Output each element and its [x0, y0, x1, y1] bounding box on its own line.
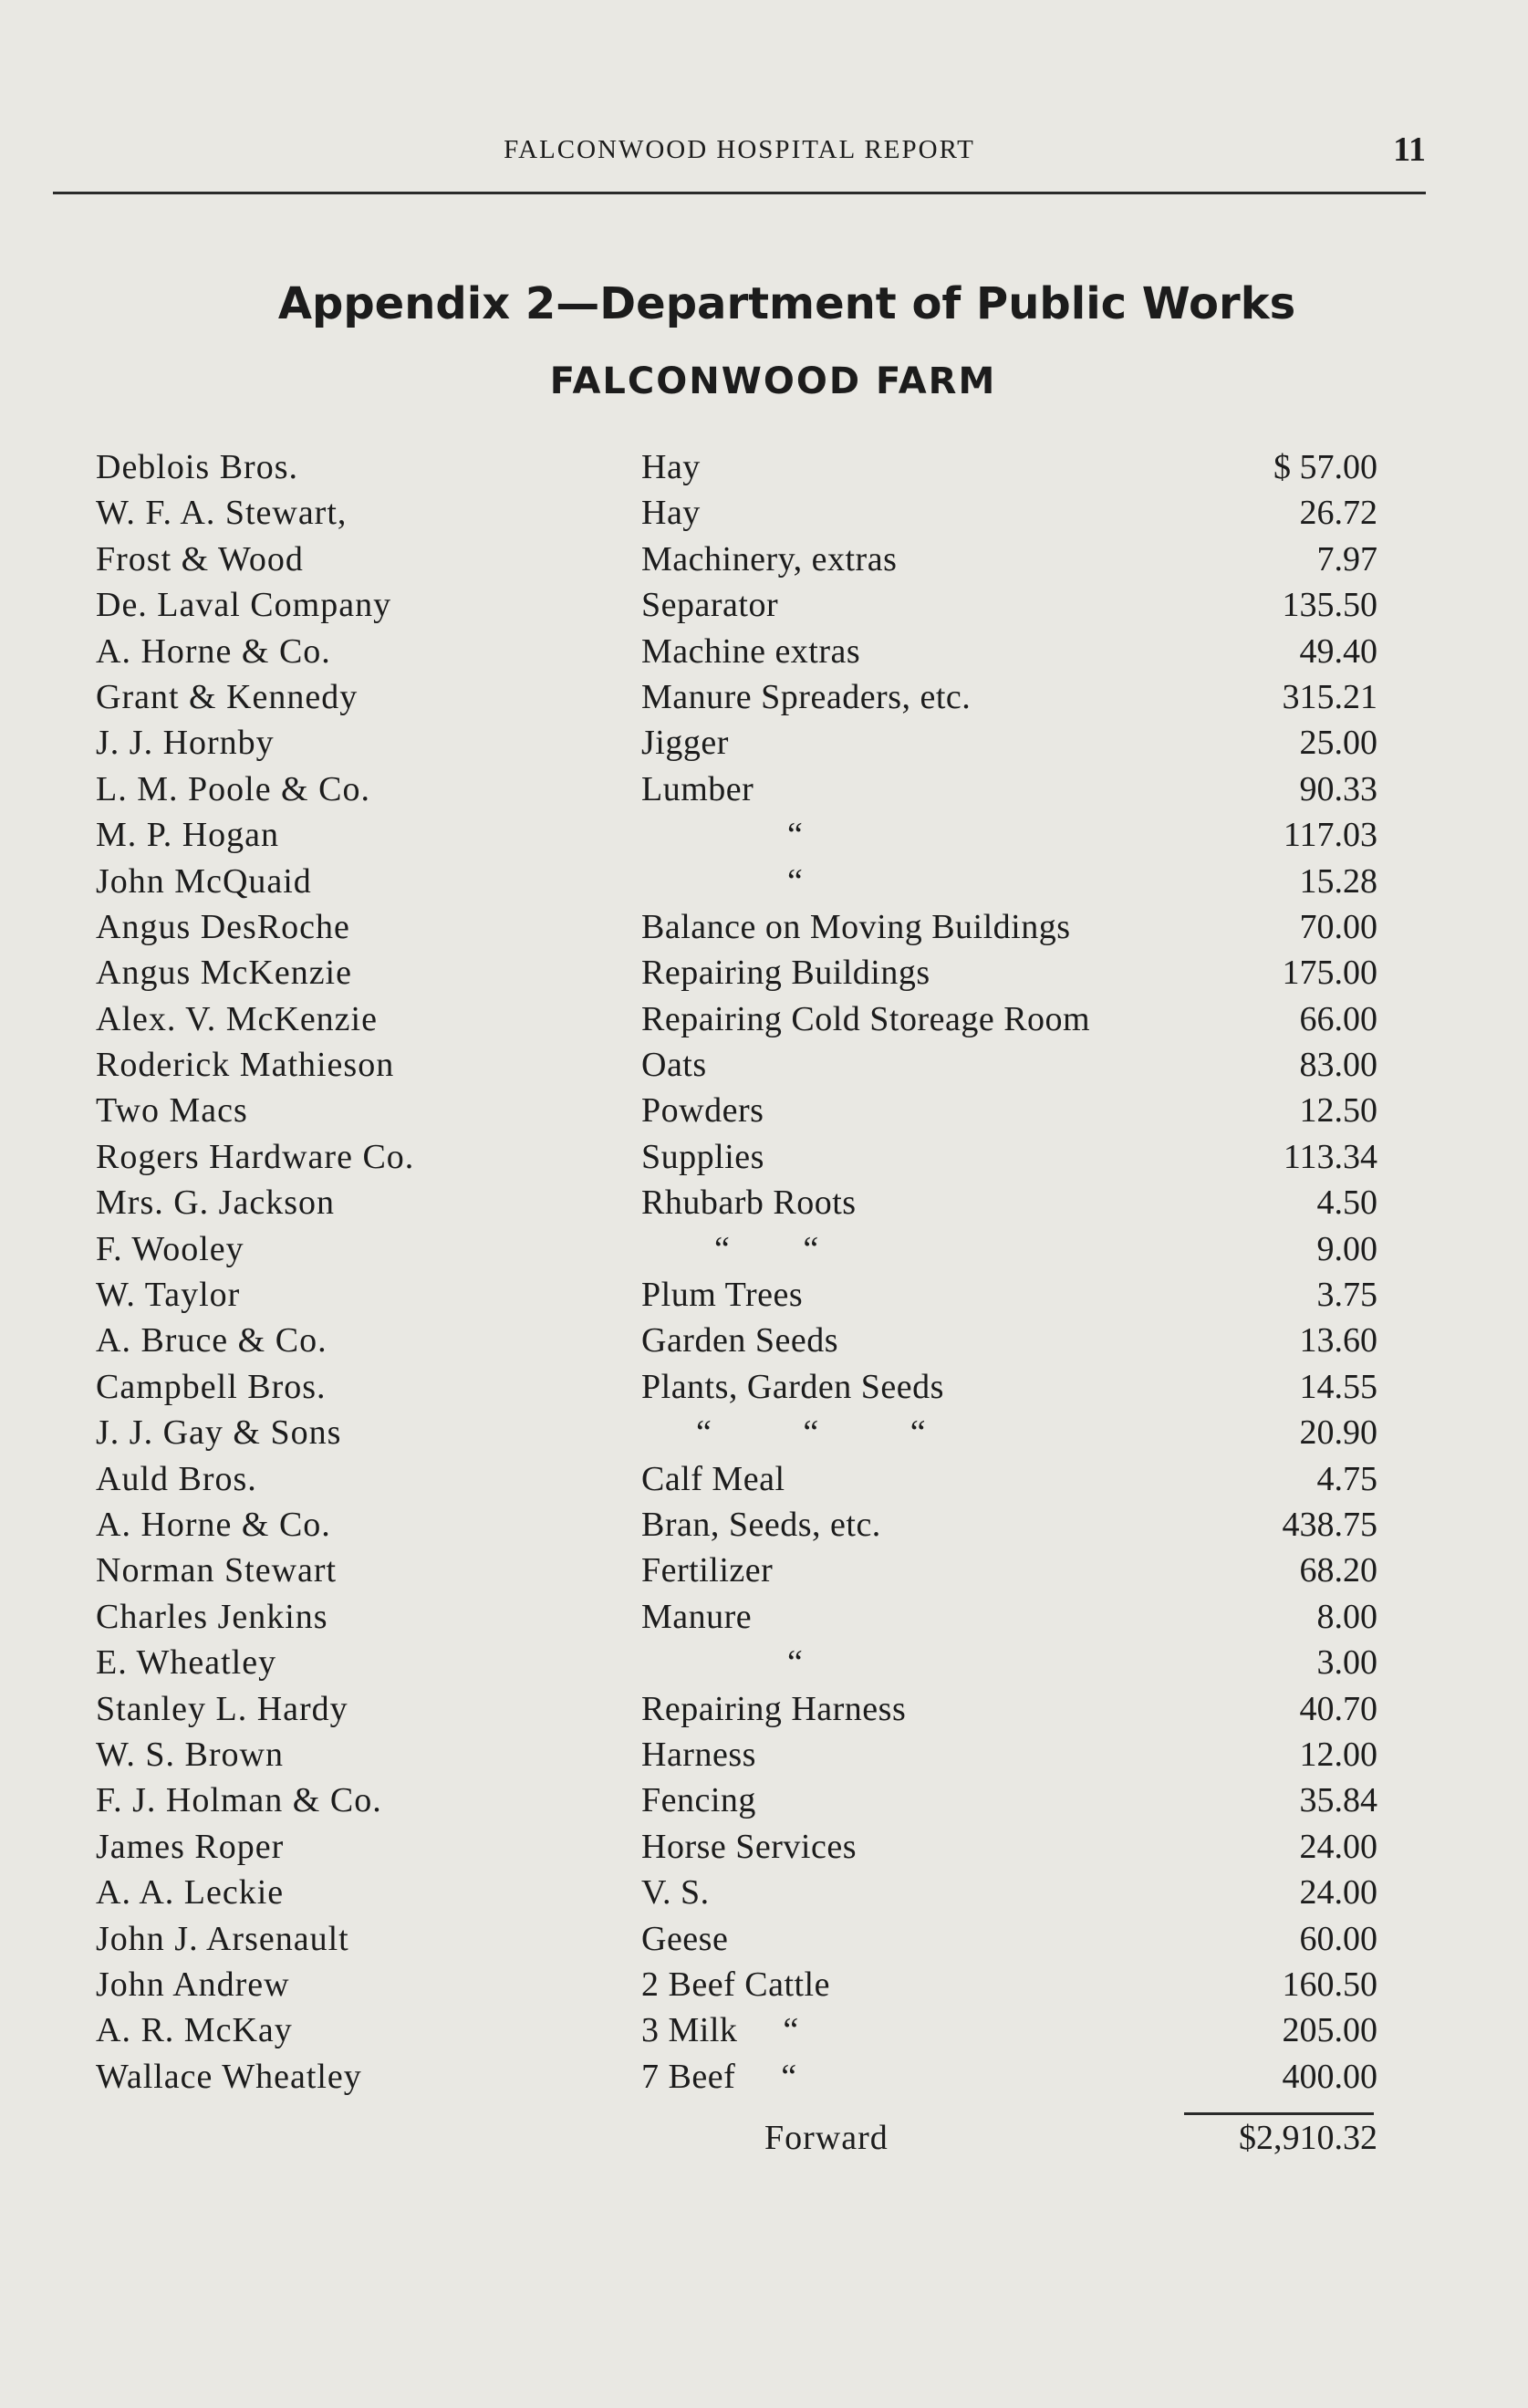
- amount-value: 40.70: [1299, 1689, 1377, 1728]
- amount-value: 12.50: [1299, 1091, 1377, 1131]
- ledger-row: [0, 1272, 1528, 1318]
- amount-value: 66.00: [1299, 999, 1377, 1038]
- amount-value: 49.40: [1299, 631, 1377, 671]
- item-description: Fencing: [641, 1781, 756, 1820]
- item-description: Horse Services: [641, 1827, 857, 1866]
- ledger-row: [0, 950, 1528, 996]
- payee-name: James Roper: [96, 1827, 285, 1866]
- amount-value: 12.00: [1299, 1735, 1377, 1774]
- amount-value: 83.00: [1299, 1046, 1377, 1085]
- amount-value: 15.28: [1299, 861, 1377, 901]
- payee-name: J. J. Hornby: [96, 724, 275, 763]
- item-description: Separator: [641, 586, 779, 625]
- ledger-row: [0, 1088, 1528, 1133]
- section-title: FALCONWOOD FARM: [549, 360, 997, 402]
- payee-name: Deblois Bros.: [96, 448, 298, 486]
- item-description: Supplies: [641, 1137, 764, 1176]
- item-description: Geese: [641, 1919, 729, 1958]
- item-description: Oats: [641, 1046, 707, 1085]
- item-description: V. S.: [641, 1873, 710, 1913]
- payee-name: A. Horne & Co.: [96, 631, 331, 671]
- payee-name: Two Macs: [96, 1091, 248, 1131]
- ledger-row: [0, 1318, 1528, 1363]
- ledger-row: [0, 1134, 1528, 1180]
- forward-total: $2,910.32: [1239, 2119, 1377, 2157]
- item-description: Manure Spreaders, etc.: [641, 677, 972, 716]
- ledger-row: [0, 1042, 1528, 1088]
- page-header: [53, 130, 1426, 181]
- ledger-row: [0, 720, 1528, 766]
- amount-value: 35.84: [1299, 1781, 1377, 1820]
- payee-name: Grant & Kennedy: [96, 677, 359, 716]
- amount-value: 24.00: [1299, 1827, 1377, 1866]
- item-description: 3 Milk “: [641, 2011, 799, 2050]
- payee-name: John Andrew: [96, 1965, 290, 2004]
- amount-value: 117.03: [1283, 816, 1377, 855]
- item-description: Manure: [641, 1597, 753, 1636]
- payee-name: Alex. V. McKenzie: [96, 999, 378, 1038]
- payee-name: Stanley L. Hardy: [96, 1689, 348, 1728]
- amount-value: 25.00: [1299, 724, 1377, 763]
- item-description: Repairing Harness: [641, 1689, 907, 1728]
- item-description: Balance on Moving Buildings: [641, 907, 1071, 946]
- amount-value: 14.55: [1299, 1367, 1377, 1406]
- amount-value: 113.34: [1283, 1137, 1377, 1176]
- ledger-row: [0, 1502, 1528, 1548]
- amount-value: 24.00: [1299, 1873, 1377, 1913]
- item-description: Garden Seeds: [641, 1321, 838, 1360]
- amount-value: 13.60: [1299, 1321, 1377, 1360]
- item-description: Rhubarb Roots: [641, 1183, 857, 1223]
- payee-name: M. P. Hogan: [96, 816, 280, 855]
- payee-name: A. A. Leckie: [96, 1873, 285, 1913]
- item-description: Repairing Buildings: [641, 954, 930, 993]
- ledger-row: [0, 1456, 1528, 1502]
- amount-value: 205.00: [1282, 2011, 1377, 2050]
- ledger-row: [0, 1824, 1528, 1870]
- item-description: Repairing Cold Storeage Room: [641, 999, 1091, 1038]
- payee-name: De. Laval Company: [96, 586, 392, 625]
- ledger-row: [0, 1594, 1528, 1640]
- amount-value: 135.50: [1282, 586, 1377, 625]
- amount-value: 3.00: [1316, 1643, 1377, 1683]
- item-description: 2 Beef Cattle: [641, 1965, 830, 2004]
- item-description: Machine extras: [641, 631, 861, 671]
- amount-value: 9.00: [1316, 1229, 1377, 1268]
- item-description: Hay: [641, 448, 701, 486]
- ledger-row: [0, 1962, 1528, 2007]
- payee-name: W. F. A. Stewart,: [96, 494, 348, 533]
- item-description: “ “ “: [641, 1413, 927, 1453]
- ledger-row: [0, 2054, 1528, 2100]
- payee-name: Auld Bros.: [96, 1459, 257, 1498]
- ledger-row: [0, 812, 1528, 858]
- payee-name: Wallace Wheatley: [96, 2057, 362, 2096]
- amount-value: 315.21: [1282, 677, 1377, 716]
- ledger-row: [0, 1364, 1528, 1410]
- item-description: Hay: [641, 494, 701, 533]
- payee-name: John McQuaid: [96, 861, 312, 901]
- item-description: 7 Beef “: [641, 2057, 797, 2096]
- payee-name: L. M. Poole & Co.: [96, 769, 370, 808]
- item-description: “: [641, 861, 804, 901]
- item-description: Machinery, extras: [641, 539, 898, 579]
- ledger-row: [0, 537, 1528, 582]
- ledger-row: [0, 1916, 1528, 1962]
- ledger-row: [0, 582, 1528, 628]
- payee-name: E. Wheatley: [96, 1643, 277, 1683]
- payee-name: W. Taylor: [96, 1276, 241, 1315]
- running-title: FALCONWOOD HOSPITAL REPORT: [504, 135, 975, 164]
- payee-name: Frost & Wood: [96, 539, 304, 579]
- amount-value: 20.90: [1299, 1413, 1377, 1453]
- ledger-row: [0, 1732, 1528, 1777]
- payee-name: Angus DesRoche: [96, 907, 350, 946]
- payee-name: Rogers Hardware Co.: [96, 1137, 415, 1176]
- item-description: “ “: [641, 1229, 819, 1268]
- ledger-row: [0, 444, 1528, 490]
- amount-value: 175.00: [1282, 954, 1377, 993]
- item-description: Jigger: [641, 724, 729, 763]
- item-description: Calf Meal: [641, 1459, 785, 1498]
- item-description: Plum Trees: [641, 1276, 804, 1315]
- ledger-row: [0, 1870, 1528, 1915]
- amount-value: 4.50: [1316, 1183, 1377, 1223]
- amount-value: 26.72: [1299, 494, 1377, 533]
- amount-value: 68.20: [1299, 1551, 1377, 1590]
- item-description: Lumber: [641, 769, 754, 808]
- payee-name: John J. Arsenault: [96, 1919, 349, 1958]
- amount-value: 4.75: [1316, 1459, 1377, 1498]
- amount-value: $ 57.00: [1273, 448, 1377, 486]
- payee-name: F. J. Holman & Co.: [96, 1781, 382, 1820]
- ledger-row: [0, 766, 1528, 812]
- amount-value: 7.97: [1316, 539, 1377, 579]
- amount-value: 70.00: [1299, 907, 1377, 946]
- forward-label: Forward: [764, 2119, 889, 2157]
- item-description: Powders: [641, 1091, 764, 1131]
- amount-value: 60.00: [1299, 1919, 1377, 1958]
- amount-value: 400.00: [1282, 2057, 1377, 2096]
- amount-value: 160.50: [1282, 1965, 1377, 2004]
- item-description: “: [641, 1643, 804, 1683]
- payee-name: F. Wooley: [96, 1229, 244, 1268]
- amount-value: 3.75: [1316, 1276, 1377, 1315]
- amount-value: 438.75: [1282, 1505, 1377, 1544]
- item-description: Harness: [641, 1735, 756, 1774]
- expense-ledger: [0, 444, 1528, 2100]
- ledger-row: [0, 1410, 1528, 1455]
- payee-name: Charles Jenkins: [96, 1597, 328, 1636]
- ledger-row: [0, 859, 1528, 904]
- payee-name: Campbell Bros.: [96, 1367, 327, 1406]
- ledger-row: [0, 1640, 1528, 1685]
- ledger-row: [0, 1777, 1528, 1823]
- ledger-row: [0, 904, 1528, 950]
- payee-name: A. Bruce & Co.: [96, 1321, 327, 1360]
- item-description: Fertilizer: [641, 1551, 774, 1590]
- ledger-row: [0, 2007, 1528, 2053]
- header-rule: [53, 192, 1426, 194]
- payee-name: Mrs. G. Jackson: [96, 1183, 335, 1223]
- ledger-row: [0, 674, 1528, 720]
- amount-value: 8.00: [1316, 1597, 1377, 1636]
- item-description: Plants, Garden Seeds: [641, 1367, 944, 1406]
- item-description: “: [641, 816, 804, 855]
- payee-name: Roderick Mathieson: [96, 1046, 395, 1085]
- item-description: Bran, Seeds, etc.: [641, 1505, 881, 1544]
- ledger-row: [0, 490, 1528, 536]
- ledger-row: [0, 1226, 1528, 1272]
- ledger-row: [0, 629, 1528, 674]
- payee-name: A. Horne & Co.: [96, 1505, 331, 1544]
- page-number: 11: [1393, 130, 1426, 169]
- amount-value: 90.33: [1299, 769, 1377, 808]
- ledger-row: [0, 1686, 1528, 1732]
- ledger-row: [0, 1548, 1528, 1593]
- payee-name: A. R. McKay: [96, 2011, 293, 2050]
- ledger-row: [0, 1180, 1528, 1225]
- ledger-row: [0, 996, 1528, 1042]
- payee-name: Norman Stewart: [96, 1551, 338, 1590]
- appendix-title: Appendix 2—Department of Public Works: [277, 278, 1296, 329]
- payee-name: W. S. Brown: [96, 1735, 284, 1774]
- payee-name: Angus McKenzie: [96, 954, 352, 993]
- payee-name: J. J. Gay & Sons: [96, 1413, 342, 1453]
